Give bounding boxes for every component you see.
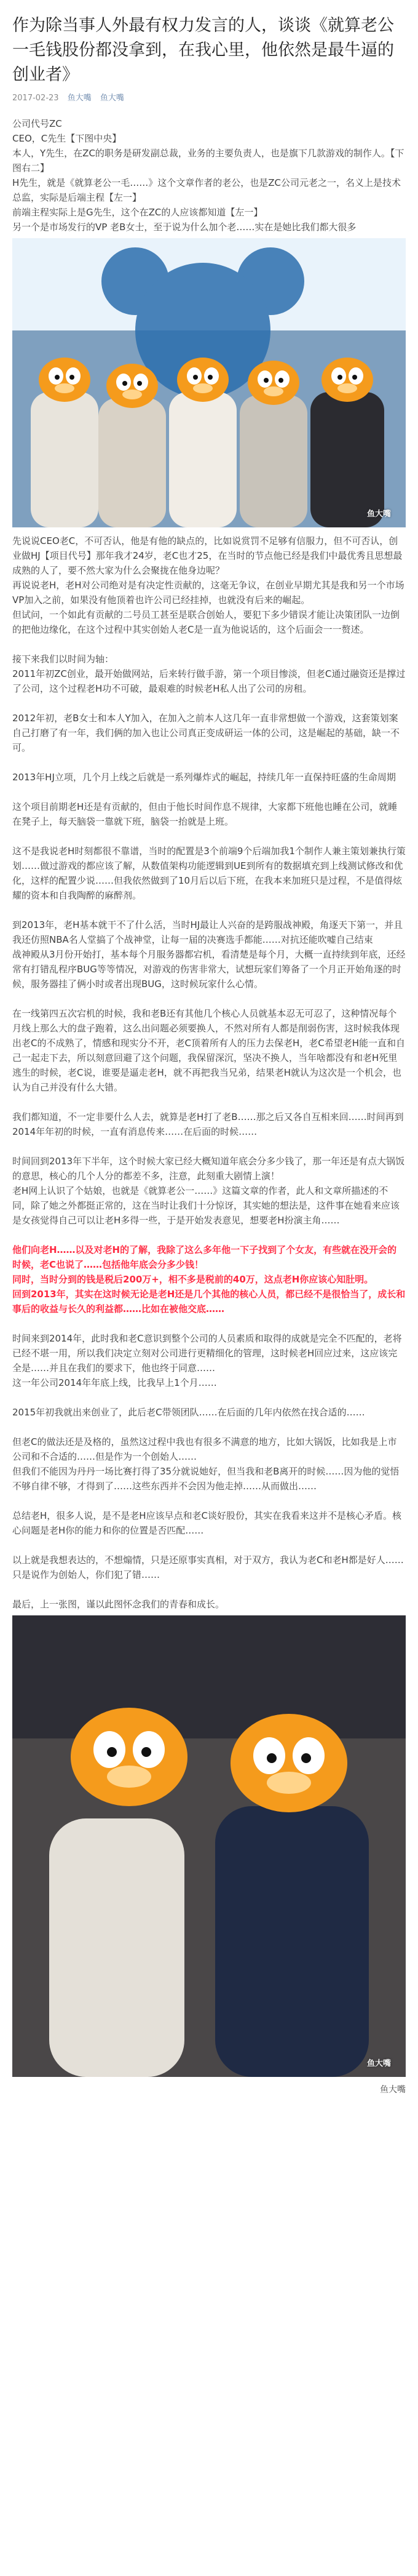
conflict-paragraph: 在一线第四五次宕机的时候，我和老B还有其他几个核心人员就基本忍无可忍了，这种情况每个月线上那么大的盘子跑着，这么出问题必须要换人，不然对所有人都是削弱伤害，这时候我体现出老C的不成熟了，情感和现实分不开，老C顶着所有人的压力去保老H，老C希望老H能一直和自己一起走下去，所以刻意回避了这个问题，我保留深沉，坚决不换人，当年啥都没有和老H死里逃生的时候，老C说，谁要是逼走老H，就不再把我当兄弟，结果老H就认为这次是一个机会，也认为自己并没有什么大错。 — [12, 1008, 405, 1093]
article-meta — [12, 91, 406, 103]
photo-watermark: 鱼大嘴 — [366, 2059, 391, 2068]
closing-paragraph: 以上就是我想表达的，不想煽情，只是还原事实真相，对于双方，我认为老C和老H都是好人……只是说作为创始人，你们犯了错…… — [12, 1554, 404, 1580]
joining-paragraph: 2012年初，老B女士和本人Y加入，在加入之前本人这几年一直非常想做一个游戏，这套策划案自己打磨了有一年，我们俩的加入也让公司真正变成研运一体的公司，这是崛起的基础，缺一不可。 — [12, 713, 400, 753]
memory-photo-illustration — [12, 1615, 406, 2077]
server-crash-paragraph: 到2013年，老H基本就干不了什么活，当时HJ最让人兴奋的是跨服战神殿，角逐天下第一，并且我还仿照NBA名人堂搞了个战神堂，让每一届的决赛选手都能……对抗还能吹嘘自己结束 战神殿从3月份开始打，基本每个月服务器都宕机，看清楚是每个月，大概一直持续到年底，还经常有打错乱程序BUG等等情况，对游戏的伤害非常大，试想玩家们筹备了一个月正开始角逐的时候，服务器挂了俩小时或者出现BUG，这时候玩家什么心情。 — [12, 919, 406, 990]
account-link[interactable]: 鱼大嘴 — [100, 94, 124, 103]
hj-launch-paragraph: 2013年HJ立项，几个月上线之后就是一系列爆炸式的崛起，持续几年一直保持旺盛的生命周期 — [12, 772, 396, 783]
timeline-paragraph: 接下来我们以时间为轴： 2011年初ZC创业，最开始做网站，后来转行做手游，第一个项目惨淡，但老C通过融资还是撑过了公司，这个过程老H功不可破，最艰难的时候老H私人出了公司的房租。 — [12, 654, 406, 694]
year-2015-paragraph: 2015年初我就出来创业了，此后老C带领团队……在后面的几年内依然在找合适的…… — [12, 1407, 365, 1418]
aftermath-paragraph: 我们都知道，不一定非要什么人去，就算是老H打了老B……那之后又各自互相来回……时间再到2014年年初的时候，一直有消息传来……在后面的时候…… — [12, 1111, 404, 1137]
summary-paragraph: 总结老H，很多人说，是不是老H应该早点和老C谈好股份，其实在我看来这并不是核心矛盾。核心问题是老H你的能力和你的位置是否匹配…… — [12, 1510, 402, 1536]
year-2014-paragraph: 时间来到2014年，此时我和老C意识到整个公司的人员素质和取得的成就是完全不匹配的，老将已经不堪一用，所以我们决定立刻对公司进行更精细化的管理，这时候老H回应过来，这应该完全是……并且在我们的要求下，他也终于同意…… 这一年公司2014年年底上线，比我早上1个月…… — [12, 1333, 402, 1388]
highlight-paragraph: 他们向老H……以及对老H的了解，我除了这么多年他一下子找到了个女友，有些就在没开会的时候，老C也说了……包括他年底会分多少钱！ 同时，当时分到的钱是税后200万+，相不多是税前的40万，这点老H你应该心知肚明。 回到2013年，其实在这时候无论是老H还是几个其他的核心人员，都已经不是很恰当了，成长和事后的收益与长久的利益都……比如在被他交底…… — [12, 1244, 406, 1314]
final-photo-caption: 最后，上一张图，谨以此图怀念我们的青春和成长。 — [12, 1599, 225, 1610]
article-title: 作为除当事人外最有权力发言的人，谈谈《就算老公一毛钱股份都没拿到，在我心里，他依然是最牛逼的创业者》 — [12, 16, 394, 84]
team-config-paragraph: 这不是我说老H时刻都很不靠谱，当时的配置是3个前端9个后端加我1个制作人兼主策划兼执行策划……做过游戏的都应该了解，从数值架构功能逻辑到UE到所有的数据填充到上线测试修改和优化，这样的配置少说……但我依然做到了10月后以后下班，在我本来加班只是过程，不是值得炫耀的资本和自我陶醉的麻醉剂。 — [12, 846, 406, 901]
publish-date: 2017-02-23 — [12, 94, 59, 103]
early-contribution-paragraph: 这个项目前期老H还是有贡献的，但由于他长时间作息不规律，大家都下班他也睡在公司，就睡在凳子上，每天脑袋一靠就下班，脑袋一抬就是上班。 — [12, 801, 398, 827]
footer-author: 鱼大嘴 — [380, 2085, 406, 2095]
intro-paragraph: 公司代号ZC CEO，C先生【下图中央】 本人，Y先生，在ZC的职务是研发副总裁，业务的主要负责人，也是旗下几款游戏的制作人。【下图右二】 H先生，就是《就算老公一毛……》这个文章作者的老公，也是ZC公司元老之一，名义上是技术总监，实际是后端主程【左一】 前端主程实际上是G先生，这个在ZC的人应该都知道【左一】 另一个是市场发行的VP 老B女士，至于说为什么加个老……实在是她比我们都大很多 — [12, 118, 404, 233]
author-name: 鱼大嘴 — [67, 94, 92, 103]
ceo-evaluation-paragraph: 但老C的做法还是及格的，虽然这过程中我也有很多不满意的地方，比如大锅饭，比如我是上市公司和不合适的……但是作为一个创始人…… 但我们不能因为丹丹一场比赛打得了35分就说她好，但当我和老B离开的时候……因为他的觉悟不够自律不够，才得到了……这些东西并不会因为他走掉……从而做出…… — [12, 1436, 400, 1492]
memory-photo — [12, 1615, 406, 2077]
year-end-paragraph: 时间回到2013年下半年，这个时候大家已经大概知道年底会分多少钱了，那一年还是有点大锅饭的意思，核心的几个人分的都差不多，注意，此刻重大剧情上演！ 老H网上认识了个姑娘，也就是《就算老公一……》这篇文章的作者，此人和文章所描述的不同，除了她之外都挺正常的，这在当时让我们十分惊讶，其实她的想法是，这件事在她看来应该是女孩觉得自己可以让老H多得一些，于是开始发表意见，想要老H扮演主角…… — [12, 1156, 405, 1226]
team-photo — [12, 238, 406, 527]
photo-watermark: 鱼大嘴 — [366, 510, 391, 519]
team-photo-illustration — [12, 238, 406, 527]
ceo-and-h-paragraph: 先说说CEO老C，不可否认，他是有他的缺点的，比如说赏罚不足够有信服力，但不可否认，创业做HJ【项目代号】那年我才24岁，老C也才25，在当时的节点他已经是我们中最优秀且思想最成熟的人了，要不然大家为什么会聚拢在他身边呢？ 再说说老H，老H对公司绝对是有决定性贡献的，这毫无争议，在创业早期尤其是我和另一个市场VP加入之前，如果没有他顶着也许公司已经挂掉，也就没有后来的崛起。 但试问，一个如此有贡献的二号员工甚至是联合创始人，要犯下多少错误才能让决策团队一边倒的把他边缘化，在这个过程中其实创始人老C是一直为他说话的，这个后面会一一赘述。 — [12, 535, 404, 635]
